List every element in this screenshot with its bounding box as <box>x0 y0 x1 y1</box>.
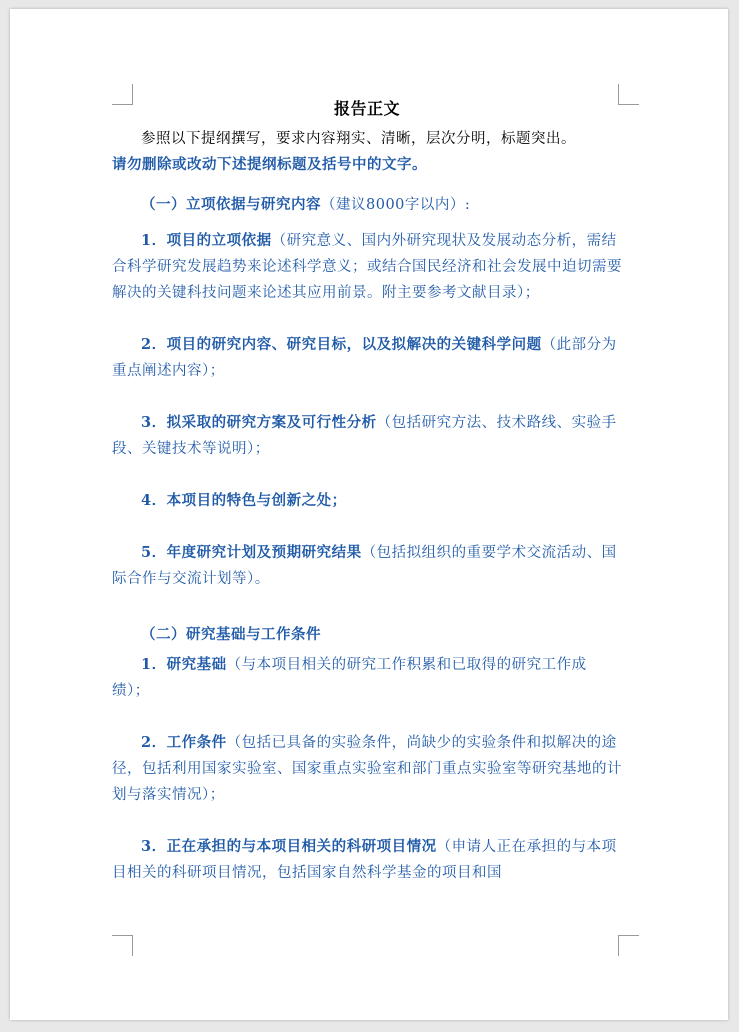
section1-heading-title: （一）立项依据与研究内容 <box>141 196 321 213</box>
section2-item-1 <box>112 652 622 704</box>
crop-mark-bottom-right <box>618 935 639 956</box>
item-label: 2．工作条件 <box>141 734 227 751</box>
section2-item-2 <box>112 730 622 808</box>
intro-paragraph: 参照以下提纲撰写，要求内容翔实、清晰，层次分明，标题突出。 <box>141 131 576 147</box>
report-title: 报告正文 <box>333 99 400 118</box>
section1-item-5 <box>112 540 622 592</box>
section1-heading-note: （建议8000字以内）: <box>321 197 471 213</box>
item-text: （此部分为重点阐述内容）； <box>112 337 617 379</box>
section1-item-4 <box>112 488 622 514</box>
item-label: 3．拟采取的研究方案及可行性分析 <box>141 414 377 431</box>
item-text: （申请人正在承担的与本项目相关的科研项目情况，包括国家自然科学基金的项目和国 <box>112 839 617 881</box>
section2-heading-title: （二）研究基础与工作条件 <box>141 626 321 643</box>
section1-item-1 <box>112 228 622 306</box>
item-text: （与本项目相关的研究工作积累和已取得的研究工作成绩）； <box>112 657 587 699</box>
item-label: 3．正在承担的与本项目相关的科研项目情况 <box>141 838 437 855</box>
item-text: （包括已具备的实验条件，尚缺少的实验条件和拟解决的途径，包括利用国家实验室、国家重点实验室和部门重点实验室等研究基地的计划与落实情况）； <box>112 735 622 803</box>
warning-paragraph: 请勿删除或改动下述提纲标题及括号中的文字。 <box>112 156 427 173</box>
section1-item-3 <box>112 410 622 462</box>
section1-heading <box>112 188 622 222</box>
item-label: 5．年度研究计划及预期研究结果 <box>141 544 362 561</box>
item-label: 2．项目的研究内容、研究目标，以及拟解决的关键科学问题 <box>141 336 542 353</box>
section2-heading <box>112 618 622 652</box>
item-text: （研究意义、国内外研究现状及发展动态分析，需结合科学研究发展趋势来论述科学意义；或结合国民经济和社会发展中迫切需要解决的关键科技问题来论述其应用前景。附主要参考文献目录）； <box>112 233 622 301</box>
item-label: 1．项目的立项依据 <box>141 232 272 249</box>
item-text: （包括研究方法、技术路线、实验手段、关键技术等说明）； <box>112 415 617 457</box>
item-text: （包括拟组织的重要学术交流活动、国际合作与交流计划等）。 <box>112 545 617 587</box>
crop-mark-bottom-left <box>112 935 133 956</box>
item-label: 4．本项目的特色与创新之处； <box>141 492 347 509</box>
section1-item-2 <box>112 332 622 384</box>
section2-item-3 <box>112 834 622 886</box>
document-body[interactable] <box>112 92 622 886</box>
item-label: 1．研究基础 <box>141 656 227 673</box>
